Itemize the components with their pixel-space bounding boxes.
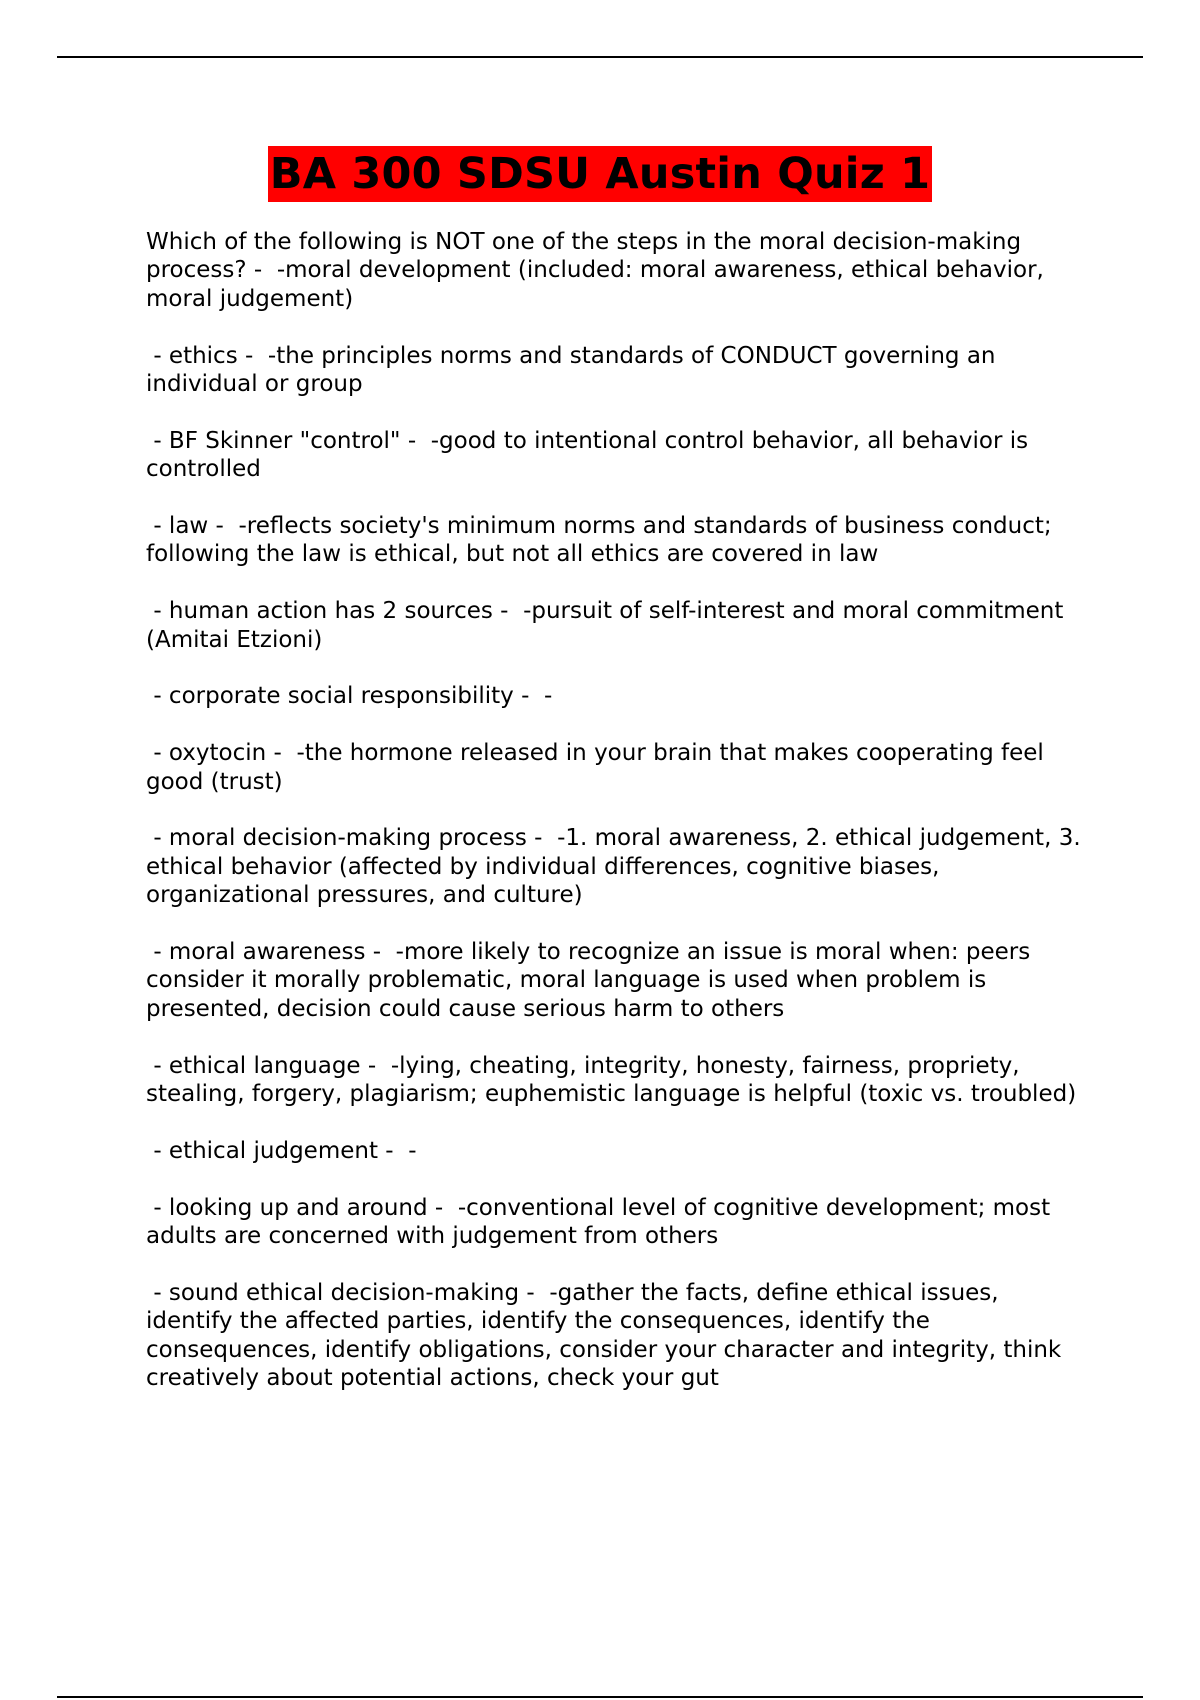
entry-bf-skinner: - BF Skinner "control" - -good to intentional control behavior, all behavior is controlled [146,427,1036,483]
entry-law: - law - -reflects society's minimum norms and standards of business conduct; following the law is ethical, but not all ethics are covered in law [146,513,1059,568]
bottom-rule [57,1696,1143,1698]
entry-csr: - corporate social responsibility - - [146,683,553,710]
entry-ethics: - ethics - -the principles norms and standards of CONDUCT governing an individual or group [146,342,1003,398]
entry-ethical-language: - ethical language - -lying, cheating, integrity, honesty, fairness, propriety, stealing, forgery, plagiarism; euphemistic language is helpful (toxic vs. troubled) [146,1052,1077,1108]
title-container [0,146,1200,202]
entry-looking-up: - looking up and around - -conventional level of cognitive development; most adults are concerned with judgement from others [146,1194,1058,1250]
entry-moral-decision-process: - moral decision-making process - -1. moral awareness, 2. ethical judgement, 3. ethical behavior (affected by individual differences, cognitive biases, organizational pressures, and culture) [146,825,1088,909]
entry-question: Which of the following is NOT one of the steps in the moral decision-making process? - -moral development (included: moral awareness, ethical behavior, moral judgement) [146,229,1052,312]
entry-oxytocin: - oxytocin - -the hormone released in your brain that makes cooperating feel good (trust) [146,740,1052,795]
document-title: BA 300 SDSU Austin Quiz 1 [268,146,932,202]
entry-ethical-judgement: - ethical judgement - - [146,1137,417,1164]
entry-moral-awareness: - moral awareness - -more likely to recognize an issue is moral when: peers consider it morally problematic, moral language is used when problem is presented, decision could cause serious harm to others [146,939,1038,1022]
entry-human-action: - human action has 2 sources - -pursuit of self-interest and moral commitment (Amitai Etzioni) [146,598,1071,653]
entry-sound-decision-making: - sound ethical decision-making - -gather the facts, define ethical issues, identify the affected parties, identify the consequences, identify the consequences, identify obligations, consider your character and integrity, think creatively about potential actions, check your gut [146,1279,1069,1392]
document-body [146,228,1086,1421]
top-rule [57,56,1143,58]
